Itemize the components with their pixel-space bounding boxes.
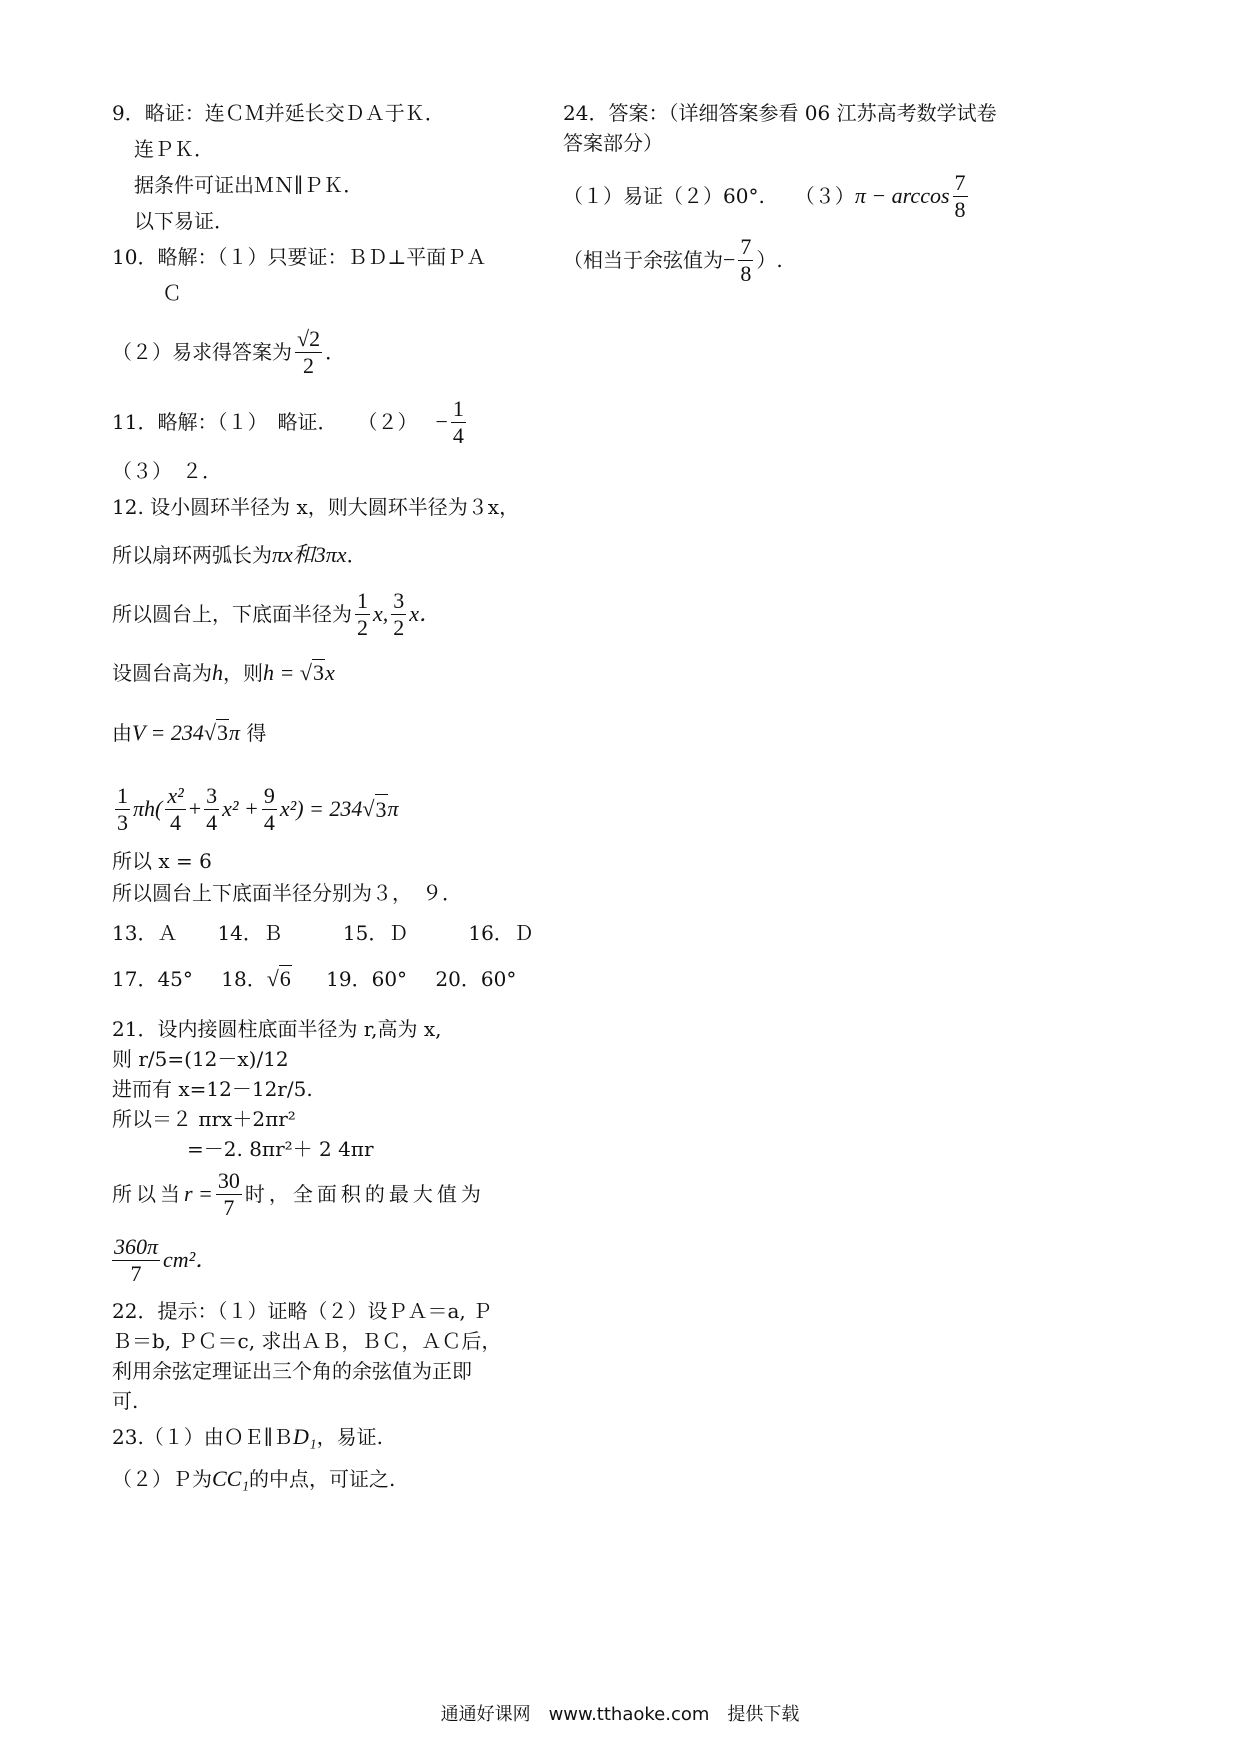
q21-frac-den: 7 xyxy=(223,1194,235,1220)
q12-line6: 所以 x = 6 xyxy=(112,849,212,873)
q21-line3: 进而有 x=12－12r/5. xyxy=(112,1077,313,1101)
q21-line6-suffix: 时，全面积的最大值为 xyxy=(244,1182,485,1206)
q21-frac2-den: 7 xyxy=(130,1260,142,1286)
q12-eq-frac4-den: 4 xyxy=(263,809,275,835)
q12-line7: 所以圆台上下底面半径分别为３， ９． xyxy=(112,881,462,905)
q21-frac xyxy=(216,1168,242,1221)
q12-eq-part3: x²) = 234 xyxy=(279,796,363,821)
q21-frac2 xyxy=(112,1234,160,1287)
q21-line6 xyxy=(112,1164,542,1224)
q12-line4-mid: ，则 xyxy=(223,661,263,685)
q21-line6-prefix: 所以当 xyxy=(112,1182,184,1206)
q10-fraction xyxy=(295,326,322,379)
q21-line5: =－2. 8πr²＋ 2 4πr xyxy=(187,1137,374,1161)
q21-line2: 则 r/5=(12－x)/12 xyxy=(112,1047,289,1071)
q24-frac xyxy=(953,170,968,223)
q12-line4-root: 3 xyxy=(312,660,324,685)
q12-line4-eq: h = xyxy=(263,660,300,685)
q12-eq-frac1-den: 3 xyxy=(117,809,128,835)
q12-eq-frac2 xyxy=(165,783,185,836)
q24-frac2-num: 7 xyxy=(740,233,752,259)
q11-line2: （３） ２． xyxy=(112,459,222,483)
q12-frac1 xyxy=(355,588,370,641)
q12-eq-root: 3 xyxy=(375,794,388,825)
q24-line1: 24．答案：（详细答案参看 06 江苏高考数学试卷 xyxy=(563,101,997,125)
answers-17-20: 17．45° 18．√6 19．60° 20．60° xyxy=(112,966,517,991)
q12-eq-frac1-num: 1 xyxy=(117,782,128,808)
q21-line7-suffix: cm²． xyxy=(163,1247,218,1272)
q10-frac-den: 2 xyxy=(303,352,315,378)
q12-eq-frac1 xyxy=(115,783,130,836)
q12-line2-suffix: ． xyxy=(346,543,367,567)
q21-line7 xyxy=(112,1230,542,1290)
q24-line4-suffix: ）. xyxy=(756,248,783,272)
q22-line2: Ｂ＝b, ＰＣ＝c, 求出ＡＢ，ＢＣ，ＡＣ后， xyxy=(112,1329,502,1353)
q12-eq-part2: x² + xyxy=(222,796,259,821)
q24-frac-num: 7 xyxy=(954,169,966,195)
q12-eq-frac4-num: 9 xyxy=(263,782,275,808)
q21-frac2-num: 360π xyxy=(114,1233,159,1259)
q24-line2: 答案部分） xyxy=(563,131,663,155)
q12-line3 xyxy=(112,584,542,644)
q12-line3-suffix: x． xyxy=(409,601,442,626)
q22-line4: 可. xyxy=(112,1389,139,1413)
q12-eq-frac4 xyxy=(262,783,277,836)
q23-line2-suffix: 的中点，可证之. xyxy=(249,1467,396,1491)
q21-frac-num: 30 xyxy=(217,1167,240,1193)
q12-frac2 xyxy=(391,588,406,641)
q9-line3: 据条件可证出ＭＮ∥ＰＫ． xyxy=(134,173,364,197)
q12-line2 xyxy=(112,540,542,570)
q12-frac2-num: 3 xyxy=(393,587,405,613)
q21-line4: 所以＝２ πrx＋2πr² xyxy=(112,1107,296,1131)
q10-line1: 10．略解：（１）只要证：ＢＤ⊥平面ＰＡ xyxy=(112,245,487,269)
q12-frac2-den: 2 xyxy=(393,614,405,640)
q11-frac-num: 1 xyxy=(452,395,464,421)
q11-frac-den: 4 xyxy=(452,422,464,448)
q12-frac1-den: 2 xyxy=(357,614,368,640)
q12-equation: $\frac{1}{3}$ πh( $\frac{\text{x²}}{4}$ + $\frac{3}{4}$ x² + $\frac{9}{4}$ x²) = 234 √ 3 π xyxy=(117,782,399,835)
footer-credit: 通通好课网 www.tthaoke.com 提供下载 xyxy=(440,1704,800,1725)
q12-line5-root: 3 xyxy=(216,720,228,745)
q12-line5: 由V = 234√3π 得 xyxy=(112,720,267,745)
q22-line3: 利用余弦定理证出三个角的余弦值为正即 xyxy=(112,1359,472,1383)
q12-eq-frac3 xyxy=(204,783,219,836)
q12-line2-math: πx和3πx xyxy=(272,542,347,567)
q10-line2-prefix: （２）易求得答案为 xyxy=(112,340,292,364)
q23-line1-math: D₁ xyxy=(293,1424,317,1449)
left-column xyxy=(112,98,542,1494)
q23-line2 xyxy=(112,1464,542,1494)
answers-13-16: 13．Ａ 14．Ｂ 15．Ｄ 16．Ｄ xyxy=(112,921,534,945)
q12-eq-plus1: + xyxy=(188,796,202,821)
q12-eq-frac2-den: 4 xyxy=(170,809,182,835)
q12-line4-prefix: 设圆台高为 xyxy=(112,661,212,685)
q23-line1-prefix: 23.（１）由ＯＥ∥Ｂ xyxy=(112,1425,294,1449)
answer-20: 20．60° xyxy=(435,967,517,991)
q24-frac2-den: 8 xyxy=(740,260,752,286)
q24-line4-neg: − xyxy=(723,247,736,272)
q10-line2 xyxy=(112,322,542,382)
q22-line1: 22．提示：（１）证略（２）设ＰＡ＝a, Ｐ xyxy=(112,1299,493,1323)
q12-frac1-num: 1 xyxy=(357,587,368,613)
q12-eq-frac2-num: x² xyxy=(167,782,184,808)
q24-line4 xyxy=(563,230,1033,290)
q9-line1: 9．略证：连ＣＭ并延长交ＤＡ于Ｋ． xyxy=(112,101,445,125)
q10-line1b: Ｃ xyxy=(162,281,182,305)
q24-line3-math: π − arccos xyxy=(854,183,950,208)
q12-line5-suffix: 得 xyxy=(246,721,267,745)
q9-line4: 以下易证． xyxy=(134,209,234,233)
q9-line2: 连ＰＫ． xyxy=(134,137,214,161)
q24-frac-den: 8 xyxy=(954,196,966,222)
q12-line5-prefix: 由 xyxy=(112,721,132,745)
right-column xyxy=(563,98,1033,290)
q11-fraction xyxy=(451,396,466,449)
q12-line5-pi: π xyxy=(228,720,240,745)
q24-line4-prefix: （相当于余弦值为 xyxy=(563,248,723,272)
q11-neg-sign: − xyxy=(435,409,448,434)
q12-line4-h: h xyxy=(212,660,223,685)
q21-line6-r: r = xyxy=(184,1181,213,1206)
q12-line5-eq: V = 234 xyxy=(132,720,204,745)
q12-line1: 12. 设小圆环半径为 x，则大圆环半径为３x， xyxy=(112,495,520,519)
q12-line4: 设圆台高为h，则h = √3x xyxy=(112,660,335,685)
q21-line1: 21．设内接圆柱底面半径为 r,高为 x, xyxy=(112,1017,442,1041)
q12-line3-prefix: 所以圆台上，下底面半径为 xyxy=(112,602,352,626)
q11-line1-prefix: 11．略解：（１） 略证． （２） xyxy=(112,410,418,434)
q12-eq-part1: πh( xyxy=(133,796,163,821)
answer-18-root: 6 xyxy=(279,966,291,991)
q24-line3 xyxy=(563,166,1033,226)
q10-frac-num: √2 xyxy=(297,325,321,351)
q23-line2-math: CC₁ xyxy=(212,1466,249,1491)
q12-eq-frac3-num: 3 xyxy=(206,782,218,808)
answer-18: 18． xyxy=(221,967,267,991)
answer-17: 17．45° xyxy=(112,967,193,991)
q12-eq-frac3-den: 4 xyxy=(206,809,218,835)
q24-frac2 xyxy=(738,234,753,287)
q24-line3-prefix: （１）易证（２）60°. （３） xyxy=(563,184,855,208)
q11-line1 xyxy=(112,392,542,452)
q10-line2-suffix: ． xyxy=(325,340,346,364)
q12-line4-x: x xyxy=(324,660,335,685)
answer-19: 19．60° xyxy=(326,967,408,991)
q23-line1-suffix: ，易证. xyxy=(316,1425,383,1449)
q12-eq-pi: π xyxy=(387,796,399,821)
q12-line3-mid: x, xyxy=(373,601,389,626)
q23-line1 xyxy=(112,1422,542,1452)
q23-line2-prefix: （２）Ｐ为 xyxy=(112,1467,212,1491)
q12-line2-prefix: 所以扇环两弧长为 xyxy=(112,543,272,567)
